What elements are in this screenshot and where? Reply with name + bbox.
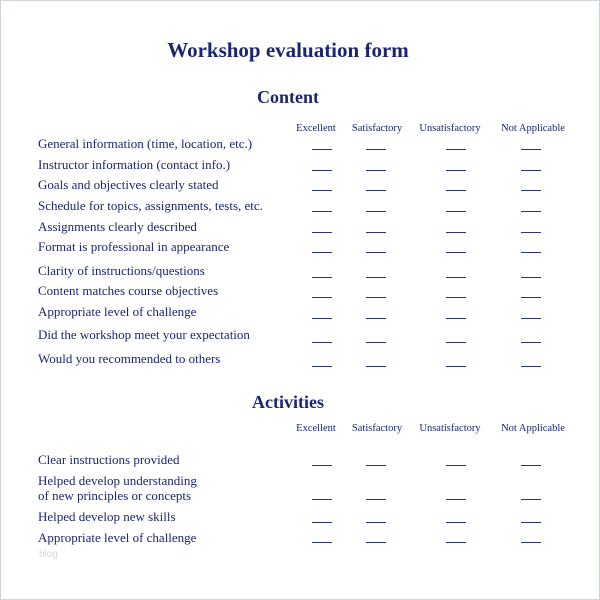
content-answer-blank-unsatisfactory[interactable] [446,252,466,253]
content-answer-blank-satisfactory[interactable] [366,232,386,233]
activities-answer-blank-not-applicable[interactable] [521,542,541,543]
content-answer-blank-not-applicable[interactable] [521,366,541,367]
content-answer-blank-not-applicable[interactable] [521,190,541,191]
activities-answer-blank-excellent[interactable] [312,542,332,543]
activities-row-label: Clear instructions provided [38,452,180,467]
activities-row-label: Appropriate level of challenge [38,530,197,545]
content-answer-blank-excellent[interactable] [312,342,332,343]
form-title: Workshop evaluation form [167,38,409,62]
content-answer-blank-satisfactory[interactable] [366,366,386,367]
content-answer-blank-unsatisfactory[interactable] [446,342,466,343]
content-answer-blank-unsatisfactory[interactable] [446,149,466,150]
content-answer-blank-excellent[interactable] [312,366,332,367]
activities-answer-blank-excellent[interactable] [312,499,332,500]
content-answer-blank-unsatisfactory[interactable] [446,366,466,367]
col-header-unsatisfactory: Unsatisfactory [419,423,481,434]
activities-answer-blank-excellent[interactable] [312,522,332,523]
content-answer-blank-satisfactory[interactable] [366,252,386,253]
content-answer-blank-satisfactory[interactable] [366,318,386,319]
activities-answer-blank-unsatisfactory[interactable] [446,542,466,543]
content-row-label: Appropriate level of challenge [38,304,197,319]
activities-answer-blank-unsatisfactory[interactable] [446,499,466,500]
content-answer-blank-not-applicable[interactable] [521,170,541,171]
content-row-label: Assignments clearly described [38,219,197,234]
content-answer-blank-excellent[interactable] [312,318,332,319]
content-row-label: Would you recommended to others [38,351,221,366]
content-answer-blank-satisfactory[interactable] [366,211,386,212]
content-answer-blank-satisfactory[interactable] [366,149,386,150]
content-answer-blank-satisfactory[interactable] [366,277,386,278]
content-row-label: Content matches course objectives [38,283,219,298]
content-row-label: Goals and objectives clearly stated [38,177,219,192]
content-answer-blank-excellent[interactable] [312,232,332,233]
content-answer-blank-excellent[interactable] [312,277,332,278]
content-answer-blank-excellent[interactable] [312,211,332,212]
content-row-label: Clarity of instructions/questions [38,263,205,278]
content-answer-blank-satisfactory[interactable] [366,190,386,191]
content-answer-blank-unsatisfactory[interactable] [446,297,466,298]
content-row-label: Schedule for topics, assignments, tests, etc. [38,198,263,213]
content-answer-blank-not-applicable[interactable] [521,149,541,150]
activities-answer-blank-satisfactory[interactable] [366,542,386,543]
content-answer-blank-not-applicable[interactable] [521,342,541,343]
activities-row-label-continued: of new principles or concepts [38,488,192,503]
content-row-label: Format is professional in appearance [38,239,230,254]
content-answer-blank-satisfactory[interactable] [366,297,386,298]
content-answer-blank-not-applicable[interactable] [521,252,541,253]
col-header-unsatisfactory: Unsatisfactory [419,123,481,134]
section-title-content: Content [257,87,319,107]
content-answer-blank-excellent[interactable] [312,297,332,298]
content-answer-blank-unsatisfactory[interactable] [446,211,466,212]
activities-answer-blank-not-applicable[interactable] [521,465,541,466]
activities-row-label: Helped develop understanding [38,473,197,488]
activities-answer-blank-excellent[interactable] [312,465,332,466]
activities-answer-blank-unsatisfactory[interactable] [446,465,466,466]
activities-answer-blank-not-applicable[interactable] [521,499,541,500]
content-answer-blank-not-applicable[interactable] [521,211,541,212]
section-title-activities: Activities [252,392,324,412]
content-row-label: Instructor information (contact info.) [38,157,231,172]
activities-answer-blank-satisfactory[interactable] [366,499,386,500]
content-answer-blank-excellent[interactable] [312,190,332,191]
activities-answer-blank-not-applicable[interactable] [521,522,541,523]
watermark-text: blog [39,549,58,560]
content-answer-blank-excellent[interactable] [312,149,332,150]
content-answer-blank-excellent[interactable] [312,252,332,253]
content-answer-blank-not-applicable[interactable] [521,297,541,298]
activities-answer-blank-satisfactory[interactable] [366,465,386,466]
content-answer-blank-unsatisfactory[interactable] [446,318,466,319]
content-answer-blank-unsatisfactory[interactable] [446,232,466,233]
content-answer-blank-not-applicable[interactable] [521,277,541,278]
activities-answer-blank-unsatisfactory[interactable] [446,522,466,523]
col-header-not-applicable: Not Applicable [501,423,565,434]
col-header-satisfactory: Satisfactory [351,123,403,134]
content-row-label: General information (time, location, etc.) [38,136,253,151]
activities-answer-blank-satisfactory[interactable] [366,522,386,523]
col-header-excellent: Excellent [296,123,336,134]
content-answer-blank-not-applicable[interactable] [521,318,541,319]
col-header-excellent: Excellent [296,423,336,434]
content-answer-blank-satisfactory[interactable] [366,170,386,171]
content-answer-blank-unsatisfactory[interactable] [446,277,466,278]
content-answer-blank-unsatisfactory[interactable] [446,190,466,191]
col-header-not-applicable: Not Applicable [501,123,565,134]
content-row-label: Did the workshop meet your expectation [38,327,250,342]
activities-row-label: Helped develop new skills [38,509,176,524]
content-answer-blank-excellent[interactable] [312,170,332,171]
content-answer-blank-not-applicable[interactable] [521,232,541,233]
content-answer-blank-satisfactory[interactable] [366,342,386,343]
col-header-satisfactory: Satisfactory [351,423,403,434]
content-answer-blank-unsatisfactory[interactable] [446,170,466,171]
